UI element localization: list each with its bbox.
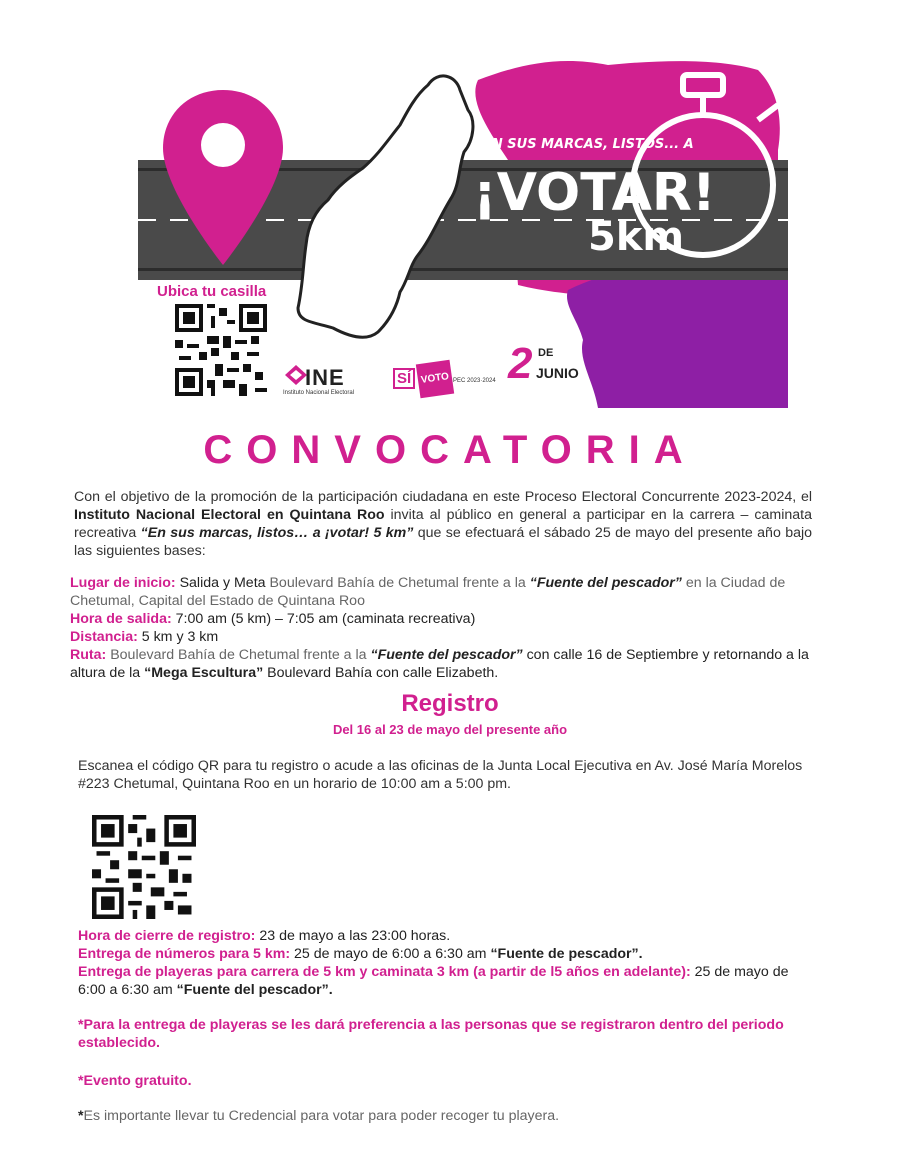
lugar-c: “Fuente del pescador” bbox=[529, 575, 682, 591]
ine-logo-icon bbox=[285, 365, 307, 385]
ubica-casilla-qr-code[interactable] bbox=[175, 304, 267, 396]
hora-label: Hora de salida: bbox=[70, 611, 172, 627]
intro-text-2: invita al público en general a participar en la carrera – caminata recreativa bbox=[74, 507, 812, 541]
ruta-label: Ruta: bbox=[70, 647, 107, 663]
voto-box: VOTO bbox=[416, 360, 454, 398]
lugar-inicio bbox=[70, 574, 830, 610]
banner-tagline: EN SUS MARCAS, LISTOS... A bbox=[483, 137, 694, 152]
playeras-place: “Fuente del pescador”. bbox=[176, 982, 333, 998]
credencial-text: Es importante llevar tu Credencial para votar para poder recoger tu playera. bbox=[83, 1108, 560, 1124]
cierre-val: 23 de mayo a las 23:00 horas. bbox=[255, 928, 451, 944]
dist-label: Distancia: bbox=[70, 629, 138, 645]
entrega-numeros bbox=[78, 945, 818, 963]
ruta-a: Boulevard Bahía de Chetumal frente a la bbox=[106, 647, 371, 663]
registro-heading: Registro bbox=[401, 690, 499, 717]
registro-details bbox=[78, 927, 818, 999]
ruta-c: con calle 16 de Septiembre y retornando a la altura de la bbox=[70, 647, 809, 681]
ruta-d: “Mega Escultura” bbox=[144, 665, 264, 681]
entrega-playeras bbox=[78, 963, 818, 999]
hora-val: 7:00 am (5 km) – 7:05 am (caminata recreativa) bbox=[171, 611, 476, 627]
pec-label: PEC 2023·2024 bbox=[453, 378, 496, 384]
ruta bbox=[70, 646, 830, 682]
purple-splash bbox=[567, 264, 788, 408]
gratuito-note: *Evento gratuito. bbox=[78, 1073, 192, 1089]
intro-paragraph bbox=[74, 488, 812, 560]
date-number: 2 bbox=[508, 339, 533, 388]
intro-text-1: Con el objetivo de la promoción de la participación ciudadana en este Proceso Electoral Concurrente 2023-2024, el bbox=[74, 489, 812, 505]
playeras-label: Entrega de playeras para carrera de 5 km y caminata 3 km (a partir de l5 años en adelante): bbox=[78, 964, 691, 980]
hora-cierre bbox=[78, 927, 818, 945]
credencial-star: * bbox=[78, 1108, 84, 1124]
banner-headline: ¡VOTAR! bbox=[473, 163, 716, 223]
dist-val: 5 km y 3 km bbox=[137, 629, 219, 645]
ubica-casilla-label: Ubica tu casilla bbox=[157, 283, 267, 300]
ine-logo-subtitle: Instituto Nacional Electoral bbox=[283, 390, 355, 396]
credencial-note bbox=[78, 1107, 559, 1125]
ine-logo-text: INE bbox=[305, 365, 345, 390]
lugar-label: Lugar de inicio: bbox=[70, 575, 176, 591]
page-title: CONVOCATORIA bbox=[203, 428, 697, 472]
date-de: DE bbox=[538, 347, 554, 359]
quintana-roo-map bbox=[298, 76, 473, 337]
ruta-b: “Fuente del pescador” bbox=[370, 647, 523, 663]
lugar-d: en la Ciudad de Chetumal, Capital del Estado de Quintana Roo bbox=[70, 575, 786, 609]
banner-distance: 5km bbox=[588, 214, 685, 260]
date-month: JUNIO bbox=[536, 365, 579, 381]
intro-text-3: que se efectuará el sábado 25 de mayo del presente año bajo las siguientes bases: bbox=[74, 525, 813, 559]
registro-qr-code[interactable] bbox=[92, 815, 196, 919]
playeras-val: 25 de mayo de 6:00 a 6:30 am bbox=[78, 964, 789, 998]
numeros-label: Entrega de números para 5 km: bbox=[78, 946, 291, 962]
election-date bbox=[508, 339, 588, 395]
hora-salida bbox=[70, 610, 830, 628]
lugar-a: Salida y Meta bbox=[175, 575, 270, 591]
intro-event: “En sus marcas, listos… a ¡votar! 5 km” bbox=[140, 525, 414, 541]
ruta-e: Boulevard Bahía con calle Elizabeth. bbox=[263, 665, 499, 681]
numeros-val: 25 de mayo de 6:00 a 6:30 am bbox=[290, 946, 491, 962]
intro-org: Instituto Nacional Electoral en Quintana Roo bbox=[74, 507, 385, 523]
lugar-b: Boulevard Bahía de Chetumal frente a la bbox=[269, 575, 530, 591]
preferencia-note: *Para la entrega de playeras se les dará preferencia a las personas que se registraron dentro del periodo establecido. bbox=[78, 1017, 784, 1051]
si-voto-logo bbox=[393, 356, 499, 400]
si-label: SÍ bbox=[393, 368, 415, 389]
numeros-place: “Fuente de pescador”. bbox=[490, 946, 643, 962]
registro-dates: Del 16 al 23 de mayo del presente año bbox=[332, 722, 568, 737]
distancia bbox=[70, 628, 830, 646]
event-bases bbox=[70, 574, 830, 682]
cierre-label: Hora de cierre de registro: bbox=[78, 928, 256, 944]
registro-text: Escanea el código QR para tu registro o acude a las oficinas de la Junta Local Ejecutiva en Av. José María Morelos #223 Chetumal, Quintana Roo en un horario de 10:00 am a 5:00 pm. bbox=[78, 758, 803, 792]
